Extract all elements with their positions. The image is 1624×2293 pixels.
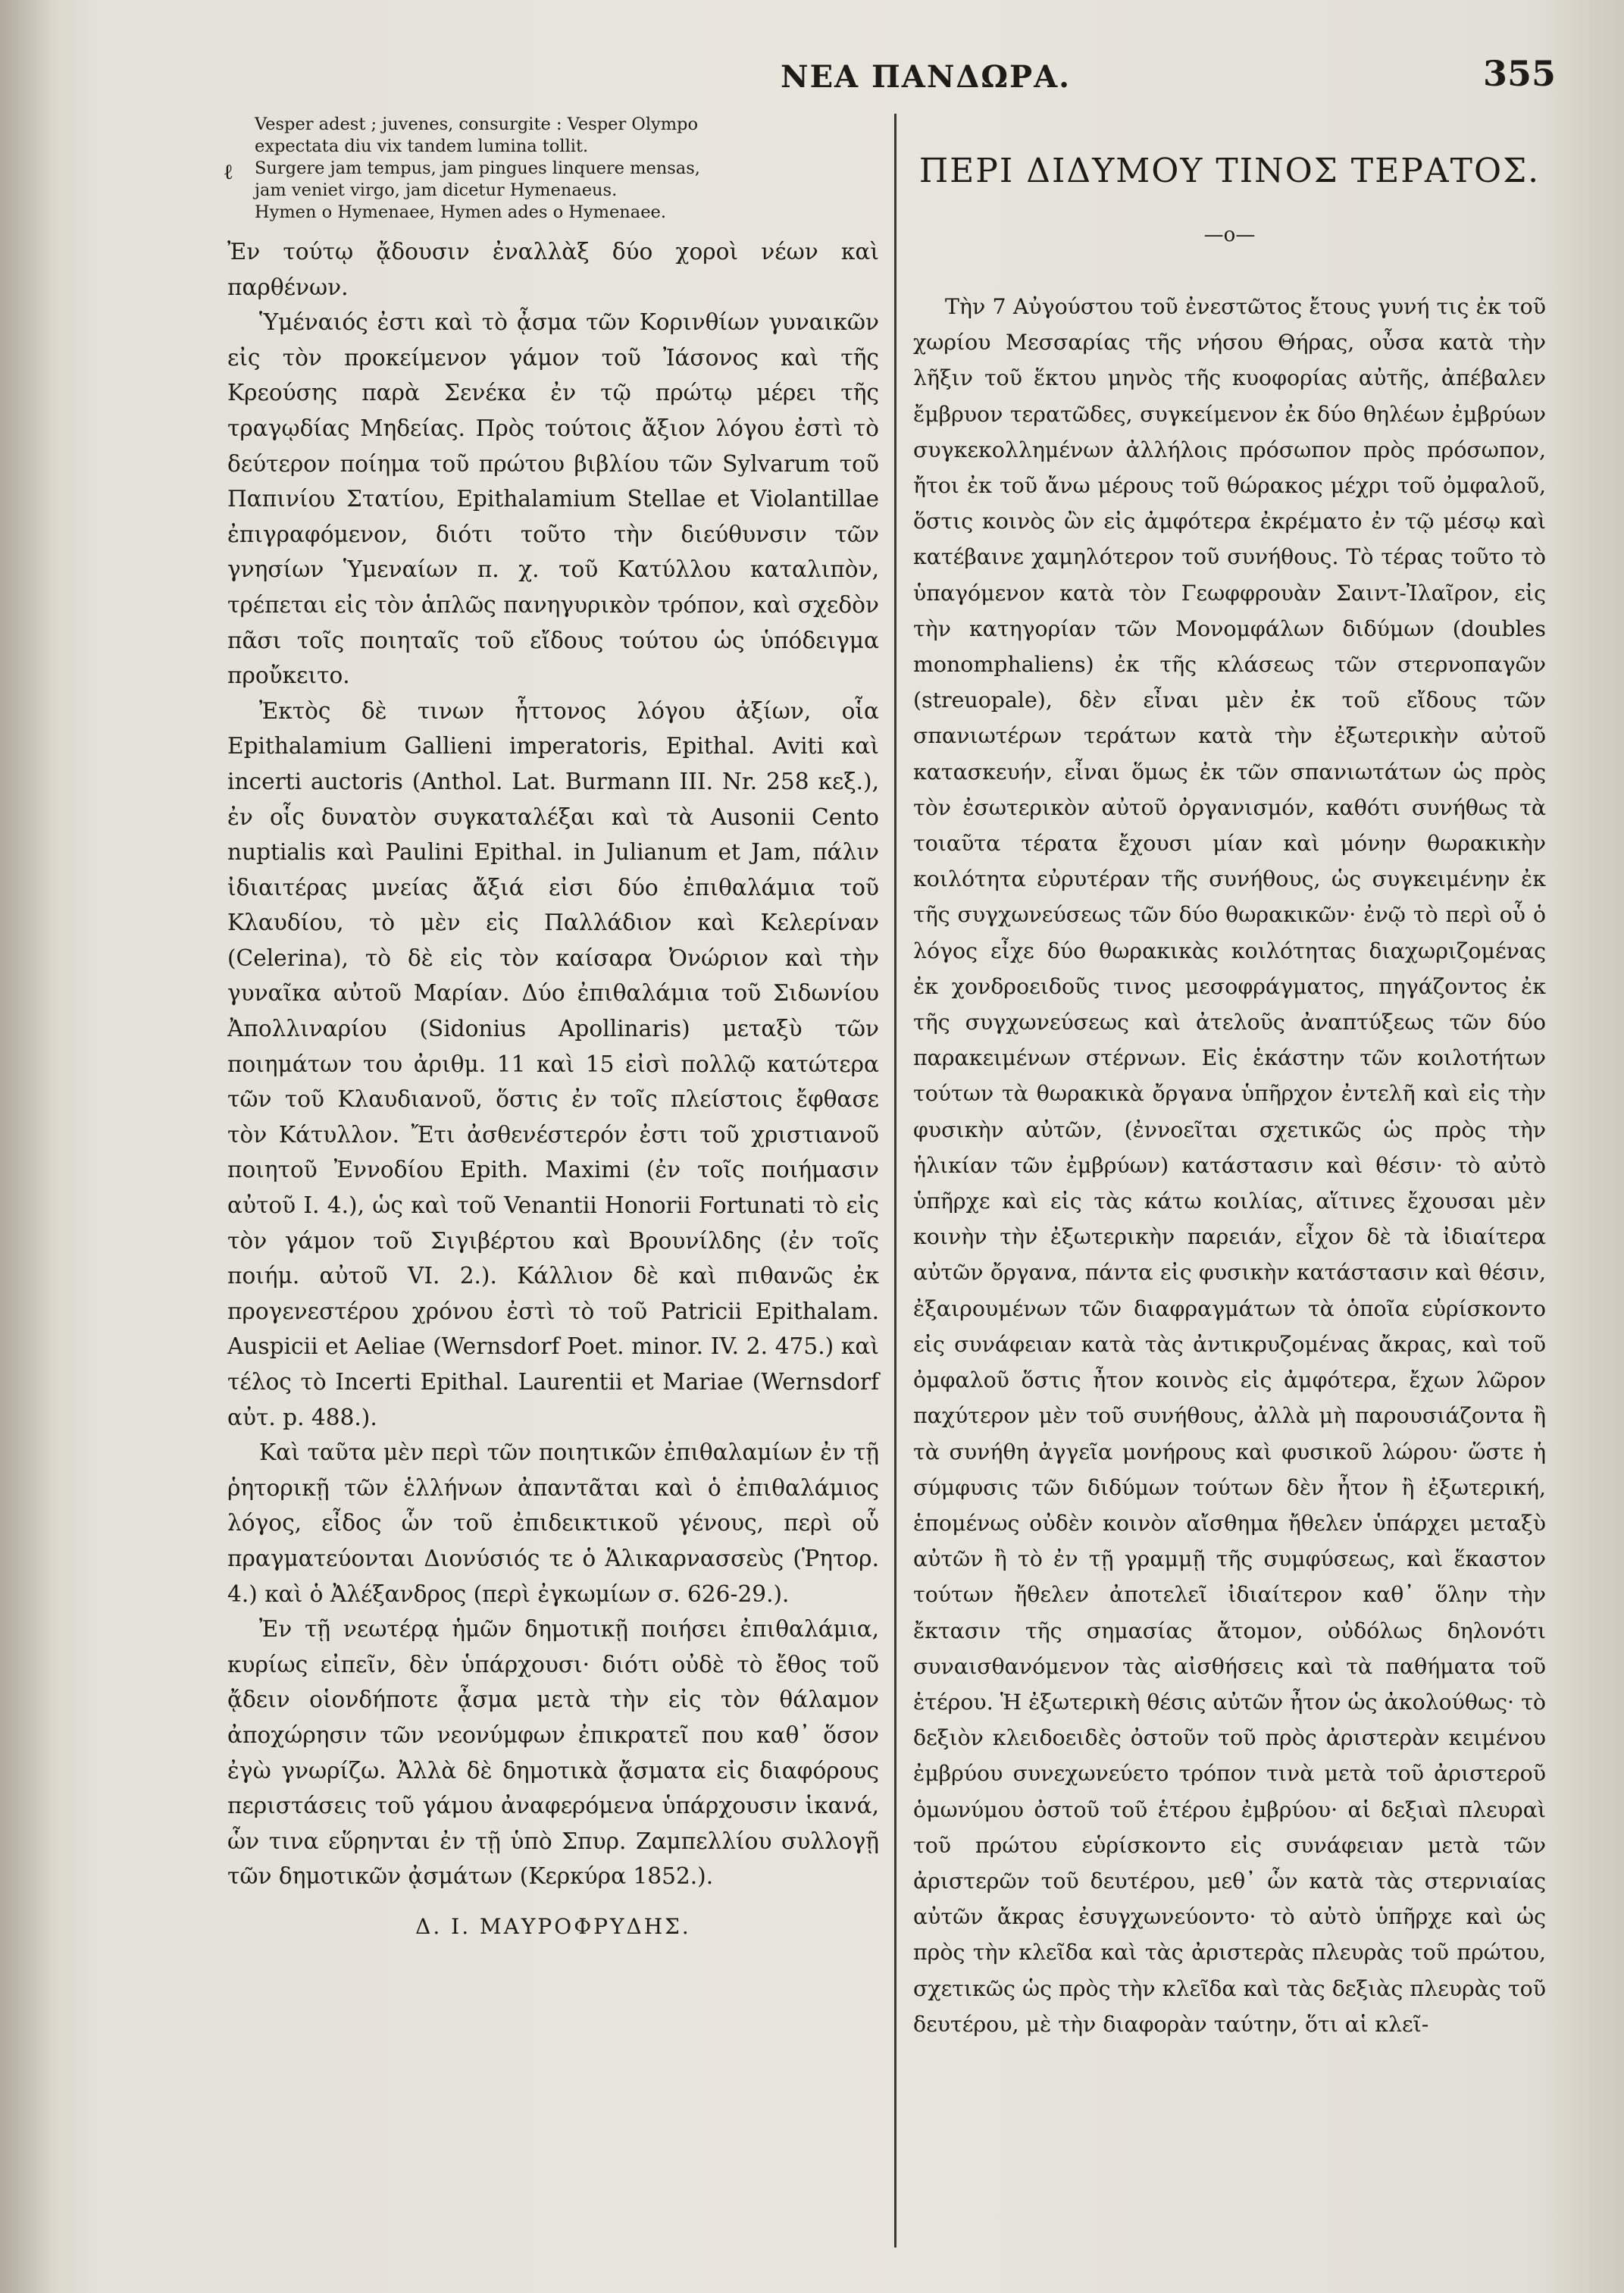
paragraph: Ὑμέναιός ἐστι καὶ τὸ ᾆσμα τῶν Κορινθίων γυναικῶν εἰς τὸν προκείμενον γάμον τοῦ Ἰάσονος καὶ τῆς Κρεούσης παρὰ Σενέκα ἐν τῷ πρώτῳ μέρει τῆς τραγῳδίας Μηδείας. Πρὸς τούτοις ἄξιον λόγου ἐστὶ τὸ δεύτερον ποίημα τοῦ πρώτου βιβλίου τῶν Sylvarum τοῦ Παπινίου Στατίου, Epithalamium Stellae et Violantillae ἐπιγραφόμενον, διότι τοῦτο τὴν διεύθυνσιν τῶν γνησίων Ὑμεναίων π. χ. τοῦ Κατύλλου καταλιπὸν, τρέπεται εἰς τὸν ἁπλῶς πανηγυρικὸν τρόπον, καὶ σχεδὸν πᾶσι τοῖς ποιηταῖς τοῦ εἴδους τούτου ὡς ὑπόδειγμα προὔκειτο. [227,309,879,689]
right-column [913,114,1546,2248]
paragraph: Ἐκτὸς δὲ τινων ἧττονος λόγου ἀξίων, οἷα Epithalamium Gallieni imperatoris, Epithal. Aviti καὶ incerti auctoris (Anthol. Lat. Burmann III. Nr. 258 κεξ.), ἐν οἷς δυνατὸν συγκαταλέξαι καὶ τὰ Ausonii Cento nuptialis καὶ Paulini Epithal. in Julianum et Jam, πάλιν ἰδιαιτέρας μνείας ἄξιά εἰσι δύο ἐπιθαλάμια τοῦ Κλαυδίου, τὸ μὲν εἰς Παλλάδιον καὶ Κελερίναν (Celerina), τὸ δὲ εἰς τὸν καίσαρα Ὀνώριον καὶ τὴν γυναῖκα αὐτοῦ Μαρίαν. Δύο ἐπιθαλάμια τοῦ Σιδωνίου Ἀπολλιναρίου (Sidonius Apollinaris) μεταξὺ τῶν ποιημάτων του ἀριθμ. 11 καὶ 15 εἰσὶ πολλῷ κατώτερα τῶν τοῦ Κλαυδιανοῦ, ὅστις ἐν τοῖς πλείστοις ἔφθασε τὸν Κάτυλλον. Ἔτι ἀσθενέστερόν ἐστι τοῦ χριστιανοῦ ποιητοῦ Ἐννοδίου Epith. Maximi (ἐν τοῖς ποιήμασιν αὐτοῦ I. 4.), ὡς καὶ τοῦ Venantii Honorii Fortunati τὸ εἰς τὸν γάμον τοῦ Σιγιβέρτου καὶ Βρουνίλδης (ἐν τοῖς ποιήμ. αὐτοῦ VI. 2.). Κάλλιον δὲ καὶ πιθανῶς ἐκ προγενεστέρου χρόνου ἐστὶ τὸ τοῦ Patricii Epithalam. Auspicii et Aeliae (Wernsdorf Poet. minor. IV. 2. 475.) καὶ τέλος τὸ Incerti Epithal. Laurentii et Mariae (Wernsdorf αὐτ. p. 488.). [227,697,879,1430]
article-title: ΠΕΡΙ ΔΙΔΥΜΟΥ ΤΙΝΟΣ ΤΕΡΑΤΟΣ. [918,152,1541,190]
page-number: 355 [1482,53,1556,94]
running-head [227,53,1556,99]
verse-line: Vesper adest ; juvenes, consurgite : Vesper Olympo [255,114,699,134]
paragraph: Καὶ ταῦτα μὲν περὶ τῶν ποιητικῶν ἐπιθαλαμίων ἐν τῇ ῥητορικῇ τῶν ἑλλήνων ἀπαντᾶται καὶ ὁ ἐπιθαλάμιος λόγος, εἶδος ὧν τοῦ ἐπιδεικτικοῦ γένους, περὶ οὗ πραγματεύονται Διονύσιός τε ὁ Ἁλικαρνασσεὺς (Ῥητορ. 4.) καὶ ὁ Ἀλέξανδρος (περὶ ἐγκωμίων σ. 626-29.). [227,1439,879,1607]
paragraph: Τὴν 7 Αὐγούστου τοῦ ἐνεστῶτος ἔτους γυνή τις ἐκ τοῦ χωρίου Μεσσαρίας τῆς νήσου Θήρας, οὖσα κατὰ τὴν λῆξιν τοῦ ἕκτου μηνὸς τῆς κυοφορίας αὐτῆς, ἀπέβαλεν ἔμβρυον τερατῶδες, συγκείμενον ἐκ δύο θηλέων ἐμβρύων συγκεκολλημένων ἀλλήλοις πρόσωπον πρὸς πρόσωπον, ἤτοι ἐκ τοῦ ἄνω μέρους τοῦ θώρακος μέχρι τοῦ ὀμφαλοῦ, ὅστις κοινὸς ὢν εἰς ἀμφότερα ἐκρέματο ἐν τῷ μέσῳ καὶ κατέβαινε χαμηλότερον τοῦ συνήθους. Τὸ τέρας τοῦτο τὸ ὑπαγόμενον κατὰ τὸν Γεωφφρουὰν Σαιντ-Ἰλαῖρον, εἰς τὴν κατηγορίαν τῶν Μονομφάλων διδύμων (doubles monomphaliens) ἐκ τῆς κλάσεως τῶν στερνοπαγῶν (streuopale), δὲν εἶναι μὲν ἐκ τοῦ εἴδους τῶν σπανιωτέρων τεράτων κατὰ τὴν ἐξωτερικὴν αὐτοῦ κατασκευήν, εἶναι ὅμως ἐκ τῶν σπανιωτάτων ὡς πρὸς τὸν ἐσωτερικὸν αὐτοῦ ὀργανισμόν, καθότι συνήθως τὰ τοιαῦτα τέρατα ἔχουσι μίαν καὶ μόνην θωρακικὴν κοιλότητα εὐρυτέραν τῆς συνήθους, ὡς συγκειμένην ἐκ τῆς συγχωνεύσεως τῶν δύο θωρακικῶν· ἐνῷ τὸ περὶ οὗ ὁ λόγος εἶχε δύο θωρακικὰς κοιλότητας διαχωριζομένας ἐκ χονδροειδοῦς τινος μεσοφράγματος, πηγάζοντος ἐκ τῆς συγχωνεύσεως καὶ ἀτελοῦς ἀναπτύξεως τῶν δύο παρακειμένων στέρνων. Εἰς ἑκάστην τῶν κοιλοτήτων τούτων τὰ θωρακικὰ ὄργανα ὑπῆρχον ἐντελῆ καὶ εἰς τὴν φυσικὴν αὐτῶν, (ἐννοεῖται σχετικῶς ὡς πρὸς τὴν ἡλικίαν τῶν ἐμβρύων) κατάστασιν καὶ θέσιν· τὸ αὐτὸ ὑπῆρχε καὶ εἰς τὰς κάτω κοιλίας, αἵτινες ἔχουσαι μὲν κοινὴν τὴν ἐξωτερικὴν παρειάν, εἶχον δὲ τὰ ἰδιαίτερα αὐτῶν ὄργανα, πάντα εἰς φυσικὴν κατάστασιν καὶ θέσιν, ἐξαιρουμένων τῶν διαφραγμάτων τὰ ὁποῖα εὑρίσκοντο εἰς συνάφειαν κατὰ τὰς ἀντικρυζομένας ἄκρας, καὶ τοῦ ὀμφαλοῦ ὅστις ἦτον κοινὸς εἰς ἀμφότερα, ἔχων λῶρον παχύτερον μὲν τοῦ συνήθους, ἀλλὰ μὴ παρουσιάζοντα ἢ τὰ συνήθη ἀγγεῖα μονήρους καὶ φυσικοῦ λώρου· ὥστε ἡ σύμφυσις τῶν διδύμων τούτων δὲν ἦτον ἢ ἐξωτερική, ἑπομένως οὐδὲν κοινὸν αἴσθημα ἤθελεν ὑπάρχει μεταξὺ αὐτῶν ἢ τὸ ἐν τῇ γραμμῇ τῆς συμφύσεως, καὶ ἕκαστον τούτων ἤθελεν ἀποτελεῖ ἰδιαίτερον καθ᾽ ὅλην τὴν ἔκτασιν τῆς σημασίας ἄτομον, οὐδόλως δηλονότι συναισθανόμενον τὰς αἰσθήσεις καὶ τὰ παθήματα τοῦ ἑτέρου. Ἡ ἐξωτερικὴ θέσις αὐτῶν ἦτον ὡς ἀκολούθως· τὸ δεξιὸν κλειδοειδὲς ὀστοῦν τοῦ πρὸς ἀριστερὰν κειμένου ἐμβρύου συνεχωνεύετο τρόπον τινὰ μετὰ τοῦ ἀριστεροῦ ὁμωνύμου ὀστοῦ τοῦ ἑτέρου ἐμβρύου· αἱ δεξιαὶ πλευραὶ τοῦ πρώτου εὑρίσκοντο εἰς συνάφειαν μετὰ τῶν ἀριστερῶν τοῦ δευτέρου, μεθ᾽ ὧν κατὰ τὰς στερνιαίας αὐτῶν ἄκρας ἐσυγχωνεύοντο· τὸ αὐτὸ ὑπῆρχε καὶ ὡς πρὸς τὴν κλεῖδα καὶ τὰς ἀριστερὰς πλευρὰς τοῦ πρώτου, σχετικῶς ὡς πρὸς τὴν κλεῖδα καὶ τὰς δεξιὰς πλευρὰς τοῦ δευτέρου, μὲ τὴν διαφορὰν ταύτην, ὅτι αἱ κλεῖ- [913,294,1546,2037]
author-signature: Δ. Ι. ΜΑΥΡΟΦΡΥΔΗΣ. [415,1913,691,1939]
paragraph: Ἐν τούτῳ ᾄδουσιν ἐναλλὰξ δύο χοροὶ νέων καὶ παρθένων. [227,239,879,300]
margin-mark: ℓ [224,159,233,184]
paragraph: Ἐν τῇ νεωτέρᾳ ἡμῶν δημοτικῇ ποιήσει ἐπιθαλάμια, κυρίως εἰπεῖν, δὲν ὑπάρχουσι· διότι οὐδὲ τὸ ἔθος τοῦ ᾄδειν οἱονδήποτε ᾆσμα μετὰ τὴν εἰς τὸν θάλαμον ἀποχώρησιν τῶν νεονύμφων ἐπικρατεῖ που καθ᾽ ὅσον ἐγὼ γνωρίζω. Ἀλλὰ δὲ δημοτικὰ ᾄσματα εἰς διαφόρους περιστάσεις τοῦ γάμου ἀναφερόμενα ὑπάρχουσιν ἱκανά, ὧν τινα εὕρηνται ἐν τῇ ὑπὸ Σπυρ. Ζαμπελλίου συλλογῇ τῶν δημοτικῶν ᾀσμάτων (Κερκύρα 1852.). [227,1616,879,1890]
latin-verse-block [224,114,879,224]
verse-line: Hymen o Hymenaee, Hymen ades o Hymenaee. [255,202,666,222]
journal-title: ΝΕΑ ΠΑΝΔΩΡΑ. [781,59,1072,95]
column-divider [894,114,896,2248]
verse-line: Surgere jam tempus, jam pingues linquere mensas, [255,158,700,178]
verse-line: expectata diu vix tandem lumina tollit. [255,136,589,156]
title-ornament: —ο— [1203,224,1256,246]
left-column [224,114,879,2248]
verse-line: jam veniet virgo, jam dicetur Hymenaeus. [255,180,618,200]
page-fold-shadow [0,0,53,2293]
